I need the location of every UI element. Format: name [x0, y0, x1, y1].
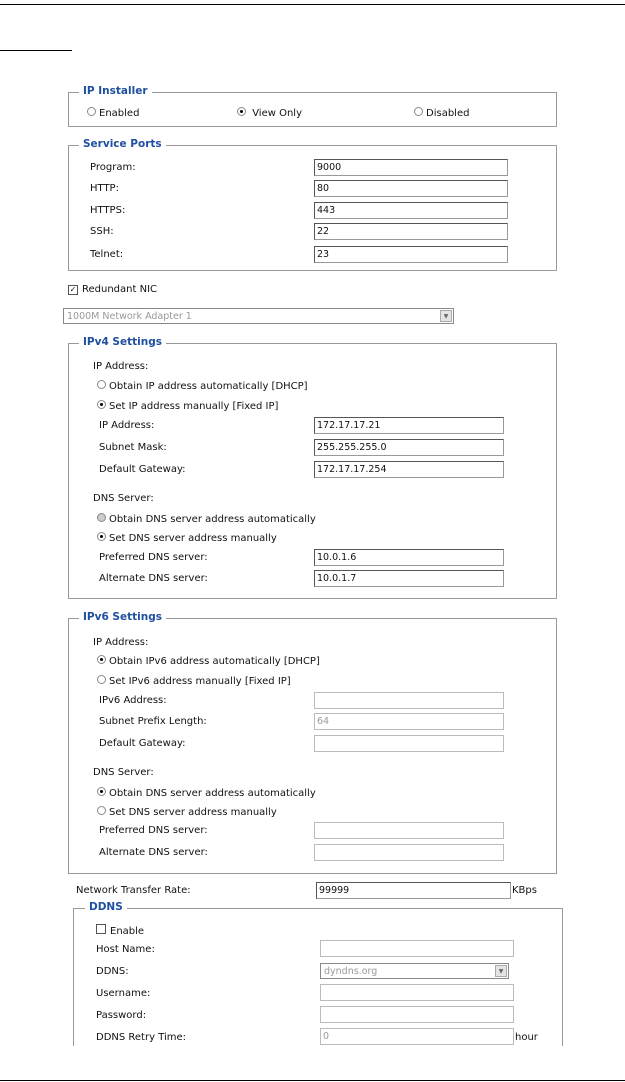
ssh-port-input[interactable]: 22	[314, 223, 508, 240]
service-ports-group	[68, 138, 557, 271]
username-label: Username:	[96, 988, 151, 999]
radio-label: Set IPv6 address manually [Fixed IP]	[109, 676, 291, 687]
ipv6-ip-heading: IP Address:	[93, 637, 149, 648]
ipv4-settings-group	[68, 336, 557, 599]
radio-label: Disabled	[426, 108, 470, 119]
ssh-label: SSH:	[90, 226, 114, 237]
radio-view-only[interactable]	[237, 107, 302, 119]
alternate-dns-input[interactable]: 10.0.1.7	[314, 570, 504, 587]
radio-label: View Only	[252, 108, 303, 119]
ipv6-alternate-dns-label: Alternate DNS server:	[99, 847, 208, 858]
radio-selected-icon	[97, 787, 106, 796]
radio-label: Obtain IPv6 address automatically [DHCP]	[109, 656, 320, 667]
radio-ipv6-fixed[interactable]	[97, 675, 291, 687]
top-rule	[0, 4, 625, 5]
subnet-mask-label: Subnet Mask:	[99, 442, 167, 453]
retry-time-label: DDNS Retry Time:	[96, 1032, 187, 1043]
radio-ipv6-dns-manual[interactable]	[97, 806, 277, 818]
radio-selected-icon	[97, 655, 106, 664]
subnet-prefix-input[interactable]: 64	[314, 713, 504, 730]
subnet-mask-input[interactable]: 255.255.255.0	[314, 439, 504, 456]
default-gateway-label: Default Gateway:	[99, 464, 186, 475]
ddns-provider-label: DDNS:	[96, 966, 129, 977]
radio-label: Obtain DNS server address automatically	[109, 788, 316, 799]
chevron-down-icon: ▼	[440, 310, 452, 322]
radio-label: Enabled	[99, 108, 140, 119]
ipv6-alternate-dns-input[interactable]	[314, 844, 504, 861]
radio-ipv4-fixed[interactable]	[97, 400, 278, 412]
radio-ipv4-dns-manual[interactable]	[97, 532, 277, 544]
radio-icon	[97, 380, 106, 389]
program-label: Program:	[90, 162, 136, 173]
redundant-nic-label: Redundant NIC	[82, 284, 157, 295]
checkbox-icon	[96, 924, 106, 934]
radio-label: Obtain DNS server address automatically	[109, 514, 316, 525]
https-port-input[interactable]: 443	[314, 202, 508, 219]
ddns-legend: DDNS	[85, 901, 127, 913]
transfer-rate-input[interactable]: 99999	[316, 882, 511, 899]
radio-enabled[interactable]	[87, 107, 139, 119]
alternate-dns-label: Alternate DNS server:	[99, 573, 208, 584]
radio-label: Set DNS server address manually	[109, 807, 277, 818]
transfer-rate-label: Network Transfer Rate:	[76, 885, 191, 896]
ipv4-dns-heading: DNS Server:	[93, 493, 154, 504]
ipv4-address-input[interactable]: 172.17.17.21	[314, 417, 504, 434]
telnet-port-input[interactable]: 23	[314, 246, 508, 263]
subnet-prefix-label: Subnet Prefix Length:	[99, 716, 207, 727]
preferred-dns-input[interactable]: 10.0.1.6	[314, 549, 504, 566]
retry-time-unit: hour	[515, 1032, 538, 1043]
host-name-input[interactable]	[320, 940, 514, 957]
radio-label: Obtain IP address automatically [DHCP]	[109, 381, 308, 392]
enable-label: Enable	[110, 926, 145, 937]
ipv4-address-label: IP Address:	[99, 420, 155, 431]
ipv6-dns-heading: DNS Server:	[93, 767, 154, 778]
network-adapter-select[interactable]	[63, 308, 454, 324]
password-label: Password:	[96, 1010, 147, 1021]
ipv6-gateway-label: Default Gateway:	[99, 738, 186, 749]
host-name-label: Host Name:	[96, 944, 155, 955]
ipv6-settings-group	[68, 611, 557, 874]
heading-underline	[0, 50, 72, 51]
username-input[interactable]	[320, 984, 514, 1001]
checkbox-checked-icon: ✓	[69, 285, 77, 294]
transfer-rate-unit: KBps	[512, 885, 537, 896]
http-label: HTTP:	[90, 183, 119, 194]
ipv6-preferred-dns-label: Preferred DNS server:	[99, 825, 208, 836]
ipv6-preferred-dns-input[interactable]	[314, 822, 504, 839]
radio-label: Set IP address manually [Fixed IP]	[109, 401, 279, 412]
ddns-group	[73, 901, 563, 1058]
page-bottom-margin	[0, 1046, 625, 1080]
radio-icon	[414, 107, 423, 116]
radio-icon	[97, 806, 106, 815]
service-ports-legend: Service Ports	[79, 138, 166, 150]
https-label: HTTPS:	[90, 205, 126, 216]
radio-label: Set DNS server address manually	[109, 533, 277, 544]
preferred-dns-label: Preferred DNS server:	[99, 552, 208, 563]
ipv6-gateway-input[interactable]	[314, 735, 504, 752]
bottom-rule	[0, 1080, 625, 1081]
adapter-select-value: 1000M Network Adapter 1	[67, 311, 192, 322]
ipv4-ip-heading: IP Address:	[93, 361, 149, 372]
ipv4-legend: IPv4 Settings	[79, 336, 166, 348]
telnet-label: Telnet:	[90, 249, 124, 260]
http-port-input[interactable]: 80	[314, 180, 508, 197]
ddns-enable-checkbox[interactable]	[96, 924, 144, 937]
radio-selected-icon	[97, 400, 106, 409]
radio-selected-icon	[237, 107, 246, 116]
radio-ipv6-dhcp[interactable]	[97, 655, 320, 667]
radio-icon	[97, 675, 106, 684]
ipv6-address-input[interactable]	[314, 692, 504, 709]
ipv6-legend: IPv6 Settings	[79, 611, 166, 623]
redundant-nic-checkbox[interactable]	[68, 284, 157, 295]
radio-ipv4-dns-auto[interactable]	[97, 513, 316, 525]
ddns-provider-select[interactable]	[320, 963, 509, 979]
ddns-select-value: dyndns.org	[324, 966, 378, 977]
radio-ipv4-dhcp[interactable]	[97, 380, 308, 392]
password-input[interactable]	[320, 1006, 514, 1023]
default-gateway-input[interactable]: 172.17.17.254	[314, 461, 504, 478]
radio-icon	[97, 513, 106, 522]
retry-time-input[interactable]: 0	[320, 1028, 514, 1045]
radio-icon	[87, 107, 96, 116]
radio-disabled[interactable]	[414, 107, 469, 119]
radio-selected-icon	[97, 532, 106, 541]
chevron-down-icon: ▼	[495, 965, 507, 977]
ip-installer-group	[68, 85, 557, 127]
program-port-input[interactable]: 9000	[314, 159, 508, 176]
ipv6-address-label: IPv6 Address:	[99, 695, 167, 706]
radio-ipv6-dns-auto[interactable]	[97, 787, 316, 799]
ip-installer-legend: IP Installer	[79, 85, 152, 97]
